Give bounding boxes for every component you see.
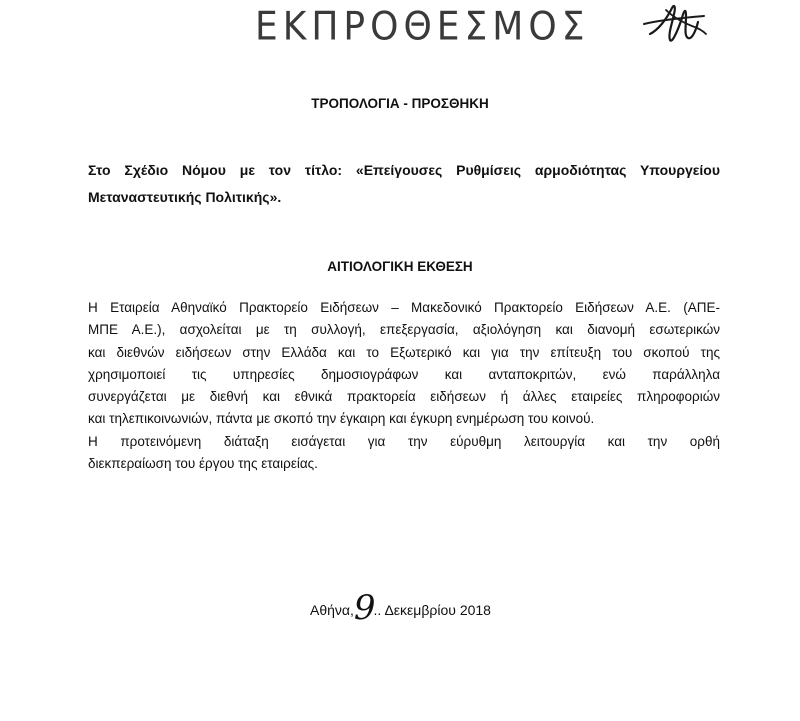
date-line	[310, 588, 491, 630]
late-submission-stamp: ΕΚΠΡΟΘΕΣΜΟΣ	[255, 4, 590, 50]
date-dots: ..	[373, 602, 382, 618]
document-title: ΤΡΟΠΟΛΟΓΙΑ - ΠΡΟΣΘΗΚΗ	[311, 96, 489, 111]
paragraph-line: διεκπεραίωση του έργου της εταιρείας.	[88, 456, 318, 472]
date-day-handwritten: 9	[353, 588, 374, 628]
bill-reference-line-2: Μεταναστευτικής Πολιτικής».	[88, 189, 282, 205]
date-city: Αθήνα,	[310, 602, 354, 618]
bill-reference-line-1: Στο Σχέδιο Νόμου με τον τίτλο: «Επείγουσες Ρυθμίσεις αρμοδιότητας Υπουργείου	[88, 162, 720, 178]
paragraph-line: ΜΠΕ Α.Ε.), ασχολείται με τη συλλογή, επεξεργασία, αξιολόγηση και διανομή εσωτερικών	[88, 322, 720, 338]
bill-reference	[88, 157, 720, 211]
paragraph-line: συνεργάζεται με διεθνή και εθνικά πρακτορεία ειδήσεων ή άλλες εταιρείες πληροφοριών	[88, 389, 720, 405]
explanatory-paragraph	[88, 297, 720, 475]
paragraph-line: και τηλεπικοινωνιών, πάντα με σκοπό την έγκαιρη και έγκυρη ενημέρωση του κοινού.	[88, 411, 595, 427]
paragraph-line: Η Εταιρεία Αθηναϊκό Πρακτορείο Ειδήσεων – Μακεδονικό Πρακτορείο Ειδήσεων Α.Ε. (ΑΠΕ-	[88, 300, 720, 315]
date-month-year: Δεκεμβρίου 2018	[384, 602, 491, 618]
paragraph-line: χρησιμοποιεί τις υπηρεσίες δημοσιογράφων και ανταποκριτών, ενώ παράλληλα	[88, 366, 720, 382]
section-title: ΑΙΤΙΟΛΟΓΙΚΗ ΕΚΘΕΣΗ	[327, 259, 473, 274]
paragraph-line: και διεθνών ειδήσεων στην Ελλάδα και το Εξωτερικό και για την επίτευξη του σκοπού της	[88, 344, 720, 360]
paragraph-line: Η προτεινόμενη διάταξη εισάγεται για την εύρυθμη λειτουργία και την ορθή	[88, 433, 720, 449]
signature-mark	[636, 0, 716, 48]
